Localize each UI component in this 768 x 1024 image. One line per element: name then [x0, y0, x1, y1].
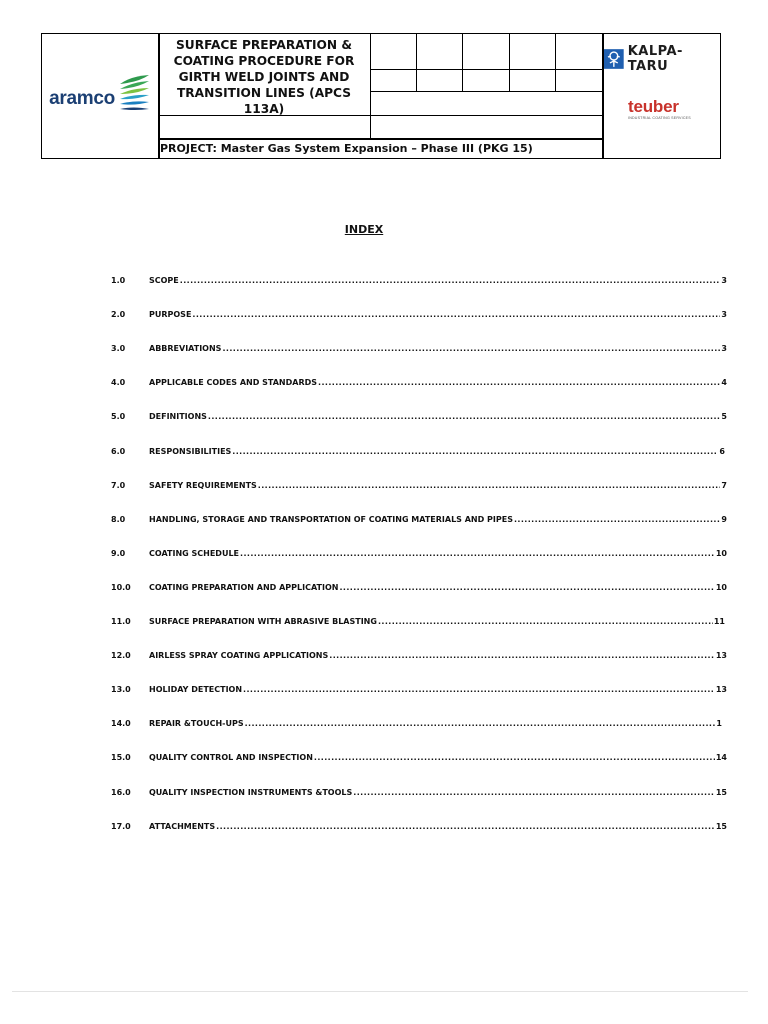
toc-entry-number: 14.0 [111, 719, 131, 728]
toc-entry-page: 3 [721, 344, 727, 353]
toc-entry[interactable] [111, 788, 727, 802]
toc-entry-page: 15 [715, 822, 727, 831]
teuber-logo [628, 98, 698, 124]
toc-dot-leader [353, 788, 715, 797]
toc-entry-label: HOLIDAY DETECTION [149, 685, 243, 694]
toc-dot-leader [329, 651, 715, 660]
toc-dot-leader [222, 344, 720, 353]
document-header [41, 33, 721, 159]
toc-entry-number: 15.0 [111, 753, 131, 762]
toc-entry-label: RESPONSIBILITIES [149, 447, 232, 456]
aramco-emblem-icon [117, 74, 151, 112]
toc-entry[interactable] [111, 447, 725, 461]
toc-entry[interactable] [111, 481, 727, 495]
toc-entry-label: SURFACE PREPARATION WITH ABRASIVE BLASTING [149, 617, 377, 626]
toc-entry-label: ATTACHMENTS [149, 822, 216, 831]
toc-entry-label: SAFETY REQUIREMENTS [149, 481, 257, 490]
index-heading: INDEX [344, 223, 384, 236]
aramco-logo [42, 34, 158, 158]
toc-entry-number: 16.0 [111, 788, 131, 797]
toc-entry-page: 1 [716, 719, 722, 728]
toc-dot-leader [378, 617, 713, 626]
kalpataru-tree-icon [604, 49, 624, 69]
toc-entry[interactable] [111, 685, 727, 699]
toc-entry-number: 4.0 [111, 378, 126, 387]
title-line: TRANSITION LINES (APCS 113A) [176, 86, 352, 116]
toc-dot-leader [318, 378, 720, 387]
toc-entry-page: 5 [721, 412, 727, 421]
toc-entry-page: 7 [721, 481, 727, 490]
header-divider [416, 34, 417, 92]
toc-entry-label: COATING SCHEDULE [149, 549, 239, 558]
header-divider [370, 69, 602, 70]
page-footer-rule [12, 991, 748, 992]
toc-entry-label: AIRLESS SPRAY COATING APPLICATIONS [149, 651, 329, 660]
toc-entry-number: 11.0 [111, 617, 131, 626]
toc-entry-label: DEFINITIONS [149, 412, 207, 421]
header-divider [370, 34, 371, 138]
toc-dot-leader [192, 310, 720, 319]
toc-dot-leader [245, 719, 716, 728]
toc-entry-page: 10 [715, 583, 727, 592]
toc-dot-leader [180, 276, 721, 285]
toc-entry-label: REPAIR &TOUCH-UPS [149, 719, 244, 728]
toc-entry-label: HANDLING, STORAGE AND TRANSPORTATION OF COATING MATERIALS AND PIPES [149, 515, 513, 524]
toc-dot-leader [258, 481, 721, 490]
toc-dot-leader [339, 583, 714, 592]
toc-entry-number: 10.0 [111, 583, 131, 592]
toc-entry-page: 10 [715, 549, 727, 558]
toc-entry[interactable] [111, 310, 727, 324]
toc-entry-label: QUALITY CONTROL AND INSPECTION [149, 753, 313, 762]
toc-dot-leader [514, 515, 720, 524]
aramco-logo-text: aramco [49, 88, 115, 109]
toc-entry-number: 2.0 [111, 310, 126, 319]
toc-dot-leader [208, 412, 721, 421]
toc-entry-label: COATING PREPARATION AND APPLICATION [149, 583, 339, 592]
toc-entry-label: SCOPE [149, 276, 179, 285]
toc-entry-number: 13.0 [111, 685, 131, 694]
header-divider [509, 34, 510, 92]
toc-entry[interactable] [111, 276, 727, 290]
toc-entry-page: 11 [713, 617, 725, 626]
toc-entry[interactable] [111, 412, 727, 426]
toc-entry-label: ABBREVIATIONS [149, 344, 222, 353]
toc-entry[interactable] [111, 378, 727, 392]
title-line: COATING PROCEDURE FOR [173, 54, 355, 68]
toc-entry-page: 3 [721, 276, 727, 285]
toc-entry[interactable] [111, 617, 725, 631]
toc-entry-number: 3.0 [111, 344, 126, 353]
header-divider [555, 34, 556, 92]
toc-entry-page: 9 [721, 515, 727, 524]
toc-entry-page: 13 [715, 651, 727, 660]
toc-entry[interactable] [111, 583, 727, 597]
toc-entry-number: 7.0 [111, 481, 126, 490]
toc-entry[interactable] [111, 753, 727, 767]
document-title [158, 34, 370, 118]
toc-entry[interactable] [111, 719, 722, 733]
toc-dot-leader [232, 447, 718, 456]
header-divider [462, 34, 463, 92]
title-line: SURFACE PREPARATION & [176, 38, 352, 52]
teuber-tagline: INDUSTRIAL COATING SERVICES [628, 116, 691, 120]
toc-dot-leader [240, 549, 715, 558]
toc-entry-page: 3 [721, 310, 727, 319]
toc-entry-number: 6.0 [111, 447, 126, 456]
toc-dot-leader [314, 753, 715, 762]
toc-entry-number: 12.0 [111, 651, 131, 660]
toc-entry-page: 4 [721, 378, 727, 387]
toc-entry-number: 9.0 [111, 549, 126, 558]
project-name: PROJECT: Master Gas System Expansion – Phase III (PKG 15) [160, 142, 533, 155]
toc-entry[interactable] [111, 344, 727, 358]
toc-entry-number: 8.0 [111, 515, 126, 524]
toc-entry-page: 6 [719, 447, 725, 456]
toc-entry[interactable] [111, 822, 727, 836]
title-line: GIRTH WELD JOINTS AND [178, 70, 350, 84]
toc-entry[interactable] [111, 515, 727, 529]
toc-entry[interactable] [111, 651, 727, 665]
toc-entry-number: 5.0 [111, 412, 126, 421]
teuber-logo-text: teuber [628, 97, 679, 116]
toc-entry-number: 1.0 [111, 276, 126, 285]
kalpataru-logo [604, 44, 720, 74]
toc-entry-label: QUALITY INSPECTION INSTRUMENTS &TOOLS [149, 788, 353, 797]
toc-dot-leader [216, 822, 715, 831]
header-divider [370, 91, 602, 92]
kalpataru-logo-text: KALPA-TARU [627, 44, 683, 74]
toc-entry-label: APPLICABLE CODES AND STANDARDS [149, 378, 318, 387]
toc-entry[interactable] [111, 549, 727, 563]
toc-entry-label: PURPOSE [149, 310, 192, 319]
toc-entry-page: 15 [715, 788, 727, 797]
toc-entry-number: 17.0 [111, 822, 131, 831]
toc-entry-page: 14 [715, 753, 727, 762]
toc-entry-page: 13 [715, 685, 727, 694]
toc-dot-leader [243, 685, 715, 694]
